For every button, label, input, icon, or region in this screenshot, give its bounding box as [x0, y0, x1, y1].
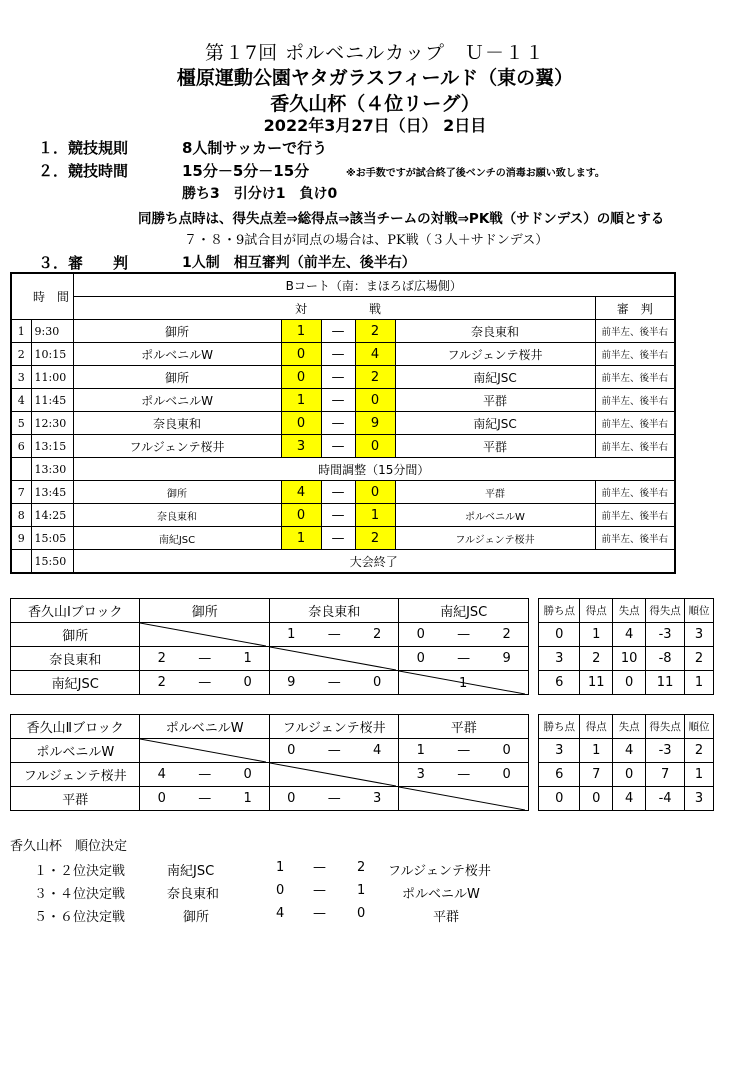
final-dash: — [313, 883, 326, 898]
block1-header-row [11, 599, 714, 623]
block2-row [11, 763, 714, 787]
court-header: Bコート（南：まほろば広場側） [73, 273, 675, 297]
referee-note: 前半左、後半右 [595, 435, 675, 458]
stat-goals-for: 2 [580, 647, 613, 671]
match-number: 1 [11, 320, 31, 343]
final-away-score: 1 [357, 883, 366, 898]
home-team: 南紀JSC [73, 527, 281, 550]
stat-header-points: 勝ち点 [539, 715, 580, 739]
match-row [11, 527, 675, 550]
team-name: 平群 [11, 787, 140, 811]
match-time: 14:25 [31, 504, 73, 527]
result-score: 1 [226, 787, 269, 811]
stray-mark: 1 [459, 676, 468, 691]
match-time: 11:45 [31, 389, 73, 412]
stat-goals-for: 1 [580, 623, 613, 647]
home-team: ポルベニルW [73, 389, 281, 412]
stat-goal-diff: 7 [646, 763, 685, 787]
final-home-score: 1 [276, 860, 285, 875]
final-away: ポルベニルW [402, 887, 480, 902]
result-score: 9 [485, 647, 528, 671]
away-team: フルジェンテ桜井 [395, 343, 595, 366]
stat-points: 3 [539, 739, 580, 763]
stat-points: 6 [539, 763, 580, 787]
away-score: 9 [355, 412, 395, 435]
diagonal-cell [140, 739, 269, 763]
diagonal-cell [399, 671, 529, 695]
stat-goal-diff: -4 [646, 787, 685, 811]
block2-row [11, 787, 714, 811]
team-name: フルジェンテ桜井 [11, 763, 140, 787]
final-label: ３・４位決定戦 [34, 887, 126, 902]
cup-title: 香久山杯（４位リーグ） [270, 93, 480, 115]
referee-header: 審 判 [595, 297, 675, 320]
stat-header-goals-for: 得点 [580, 715, 613, 739]
stat-rank: 2 [685, 739, 714, 763]
result-score: 0 [226, 763, 269, 787]
stat-header-rank: 順位 [685, 599, 714, 623]
match-time: 9:30 [31, 320, 73, 343]
schedule-table [10, 272, 676, 574]
match-row [11, 504, 675, 527]
match-time: 13:45 [31, 481, 73, 504]
away-team: ポルベニルW [395, 504, 595, 527]
stat-goals-for: 1 [580, 739, 613, 763]
stat-goals-for: 11 [580, 671, 613, 695]
team-name: 御所 [11, 623, 140, 647]
break-text: 時間調整（15分間） [73, 458, 675, 481]
break-row [11, 458, 675, 481]
stat-goals-for: 7 [580, 763, 613, 787]
stat-rank: 2 [685, 647, 714, 671]
stat-goals-against: 0 [613, 763, 646, 787]
away-score: 4 [355, 343, 395, 366]
result-score: 0 [226, 671, 269, 695]
home-score: 3 [281, 435, 321, 458]
match-number: 5 [11, 412, 31, 435]
final-dash: — [313, 906, 326, 921]
match-number: 7 [11, 481, 31, 504]
vs-right-label: 戦 [355, 297, 395, 320]
result-score: 0 [269, 739, 312, 763]
referee-note: 前半左、後半右 [595, 481, 675, 504]
stat-header-goals-for: 得点 [580, 599, 613, 623]
break-time: 13:30 [31, 458, 73, 481]
match-number: 9 [11, 527, 31, 550]
result-score: 3 [399, 763, 442, 787]
stat-goals-against: 10 [613, 647, 646, 671]
block2-col-3: 平群 [399, 715, 528, 739]
result-dash: — [183, 787, 226, 811]
result-score: 2 [356, 623, 399, 647]
home-team: 御所 [73, 481, 281, 504]
score-dash: — [321, 343, 355, 366]
block2-table [10, 714, 714, 811]
final-away: フルジェンテ桜井 [388, 864, 491, 879]
stat-rank: 1 [685, 671, 714, 695]
score-dash: — [321, 366, 355, 389]
rule1-text: 8人制サッカーで行う [182, 139, 328, 157]
away-team: 平群 [395, 435, 595, 458]
tournament-title: 第１7回 ポルベニルカップ Ｕ－１１ [205, 42, 545, 64]
stat-goal-diff: -3 [646, 739, 685, 763]
stat-header-goals-against: 失点 [613, 599, 646, 623]
rule1-label: １．競技規則 [38, 139, 129, 157]
result-dash: — [442, 763, 485, 787]
result-score: 2 [485, 623, 528, 647]
final-away-score: 2 [357, 860, 366, 875]
final-dash: — [313, 860, 326, 875]
result-score: 0 [399, 623, 442, 647]
final-home-score: 0 [276, 883, 285, 898]
result-score: 3 [356, 787, 399, 811]
team-name: 奈良東和 [11, 647, 140, 671]
referee-note: 前半左、後半右 [595, 343, 675, 366]
block1-col-2: 奈良東和 [269, 599, 398, 623]
result-dash: — [313, 623, 356, 647]
block1-col-3: 南紀JSC [399, 599, 529, 623]
referee-note: 前半左、後半右 [595, 412, 675, 435]
schedule-header-row [11, 273, 675, 297]
match-time: 13:15 [31, 435, 73, 458]
result-dash: — [442, 647, 485, 671]
home-score: 0 [281, 412, 321, 435]
diagonal-cell [399, 787, 528, 811]
home-score: 1 [281, 320, 321, 343]
stat-header-goals-against: 失点 [613, 715, 646, 739]
away-score: 0 [355, 389, 395, 412]
match-row [11, 435, 675, 458]
end-row [11, 550, 675, 574]
diagonal-cell [269, 647, 398, 671]
end-time: 15:50 [31, 550, 73, 574]
match-row [11, 412, 675, 435]
away-team: フルジェンテ桜井 [395, 527, 595, 550]
score-dash: — [321, 435, 355, 458]
block1-col-1: 御所 [140, 599, 269, 623]
result-score: 1 [269, 623, 312, 647]
away-score: 2 [355, 320, 395, 343]
block1-name: 香久山Ⅰブロック [11, 599, 140, 623]
score-dash: — [321, 527, 355, 550]
away-score: 2 [355, 366, 395, 389]
match-time: 12:30 [31, 412, 73, 435]
rule2-label: ２．競技時間 [38, 162, 129, 180]
stat-rank: 1 [685, 763, 714, 787]
result-dash: — [183, 647, 226, 671]
away-team: 南紀JSC [395, 366, 595, 389]
score-dash: — [321, 320, 355, 343]
stat-goal-diff: -3 [646, 623, 685, 647]
block1-row [11, 671, 714, 695]
time-header: 時 間 [31, 273, 73, 320]
match-number: 6 [11, 435, 31, 458]
match-time: 15:05 [31, 527, 73, 550]
stat-points: 6 [539, 671, 580, 695]
points-rule: 勝ち3 引分け1 負け0 [182, 186, 338, 202]
away-team: 南紀JSC [395, 412, 595, 435]
home-team: 奈良東和 [73, 412, 281, 435]
stat-goals-against: 0 [613, 671, 646, 695]
result-dash: — [183, 763, 226, 787]
block2-name: 香久山Ⅱブロック [11, 715, 140, 739]
away-team: 奈良東和 [395, 320, 595, 343]
away-score: 0 [355, 435, 395, 458]
finals-heading: 香久山杯 順位決定 [10, 839, 128, 854]
result-score: 0 [269, 787, 312, 811]
stat-header-rank: 順位 [685, 715, 714, 739]
team-name: ポルベニルW [11, 739, 140, 763]
diagonal-cell [140, 623, 269, 647]
stat-points: 0 [539, 787, 580, 811]
stat-goals-against: 4 [613, 787, 646, 811]
result-dash: — [313, 787, 356, 811]
result-score: 0 [485, 739, 528, 763]
tiebreak-rule-2: ７・８・9試合目が同点の場合は、PK戦（３人＋サドンデス） [184, 233, 549, 248]
stat-rank: 3 [685, 623, 714, 647]
home-score: 0 [281, 504, 321, 527]
final-label: ５・６位決定戦 [34, 910, 126, 925]
stat-goal-diff: -8 [646, 647, 685, 671]
rule3-text: 1人制 相互審判（前半左、後半右） [182, 255, 416, 271]
stat-goals-against: 4 [613, 739, 646, 763]
referee-note: 前半左、後半右 [595, 320, 675, 343]
home-score: 0 [281, 366, 321, 389]
referee-note: 前半左、後半右 [595, 527, 675, 550]
final-home: 南紀JSC [167, 864, 215, 879]
match-time: 10:15 [31, 343, 73, 366]
final-home: 御所 [183, 910, 210, 925]
match-number: 2 [11, 343, 31, 366]
home-team: フルジェンテ桜井 [73, 435, 281, 458]
away-score: 1 [355, 504, 395, 527]
vs-left-label: 対 [281, 297, 321, 320]
result-dash: — [313, 739, 356, 763]
diagonal-cell [269, 763, 399, 787]
block2-header-row [11, 715, 714, 739]
match-row [11, 366, 675, 389]
match-row [11, 320, 675, 343]
result-score: 4 [140, 763, 183, 787]
stat-goals-for: 0 [580, 787, 613, 811]
away-score: 0 [355, 481, 395, 504]
home-team: 御所 [73, 320, 281, 343]
away-score: 2 [355, 527, 395, 550]
result-score: 0 [356, 671, 399, 695]
match-number: 8 [11, 504, 31, 527]
home-score: 4 [281, 481, 321, 504]
schedule-subheader-row [11, 297, 675, 320]
away-team: 平群 [395, 481, 595, 504]
result-score: 0 [399, 647, 442, 671]
rule2-text: 15分－5分－15分 [182, 162, 310, 180]
home-team: ポルベニルW [73, 343, 281, 366]
result-score: 2 [140, 647, 183, 671]
result-score: 4 [356, 739, 399, 763]
final-away: 平群 [433, 910, 460, 925]
stat-points: 0 [539, 623, 580, 647]
stat-header-goal-diff: 得失点 [646, 715, 685, 739]
score-dash: — [321, 481, 355, 504]
result-score: 1 [226, 647, 269, 671]
match-number: 3 [11, 366, 31, 389]
stat-goal-diff: 11 [646, 671, 685, 695]
score-dash: — [321, 504, 355, 527]
referee-note: 前半左、後半右 [595, 389, 675, 412]
result-dash: — [183, 671, 226, 695]
rule3-label: ３．審 判 [38, 254, 129, 272]
stat-rank: 3 [685, 787, 714, 811]
block2-col-2: フルジェンテ桜井 [269, 715, 399, 739]
final-label: １・２位決定戦 [34, 864, 126, 879]
score-dash: — [321, 412, 355, 435]
team-name: 南紀JSC [11, 671, 140, 695]
result-score: 1 [399, 739, 442, 763]
block1-row [11, 647, 714, 671]
result-dash: — [442, 623, 485, 647]
result-score: 2 [140, 671, 183, 695]
away-team: 平群 [395, 389, 595, 412]
stat-points: 3 [539, 647, 580, 671]
home-score: 0 [281, 343, 321, 366]
venue-title: 橿原運動公園ヤタガラスフィールド（東の翼） [176, 67, 574, 89]
end-text: 大会終了 [73, 550, 675, 574]
match-time: 11:00 [31, 366, 73, 389]
home-team: 御所 [73, 366, 281, 389]
result-score: 0 [485, 763, 528, 787]
event-date: 2022年3月27日（日） 2日目 [263, 116, 487, 135]
result-score: 9 [269, 671, 312, 695]
match-row [11, 389, 675, 412]
block1-table [10, 598, 714, 695]
match-number: 4 [11, 389, 31, 412]
match-row [11, 343, 675, 366]
stat-goals-against: 4 [613, 623, 646, 647]
final-home-score: 4 [276, 906, 285, 921]
final-home: 奈良東和 [167, 887, 220, 902]
home-score: 1 [281, 527, 321, 550]
result-dash: — [442, 739, 485, 763]
home-score: 1 [281, 389, 321, 412]
stat-header-goal-diff: 得失点 [646, 599, 685, 623]
tiebreak-rule: 同勝ち点時は、得失点差⇒総得点⇒該当チームの対戦⇒PK戦（サドンデス）の順とする [138, 211, 665, 227]
block2-row [11, 739, 714, 763]
stat-header-points: 勝ち点 [539, 599, 580, 623]
rule2-note: ※お手数ですが試合終了後ベンチの消毒お願い致します。 [346, 168, 605, 179]
home-team: 奈良東和 [73, 504, 281, 527]
match-row [11, 481, 675, 504]
result-dash: — [313, 671, 356, 695]
referee-note: 前半左、後半右 [595, 504, 675, 527]
score-dash: — [321, 389, 355, 412]
block1-row [11, 623, 714, 647]
referee-note: 前半左、後半右 [595, 366, 675, 389]
final-away-score: 0 [357, 906, 366, 921]
result-score: 0 [140, 787, 183, 811]
block2-col-1: ポルベニルW [140, 715, 269, 739]
